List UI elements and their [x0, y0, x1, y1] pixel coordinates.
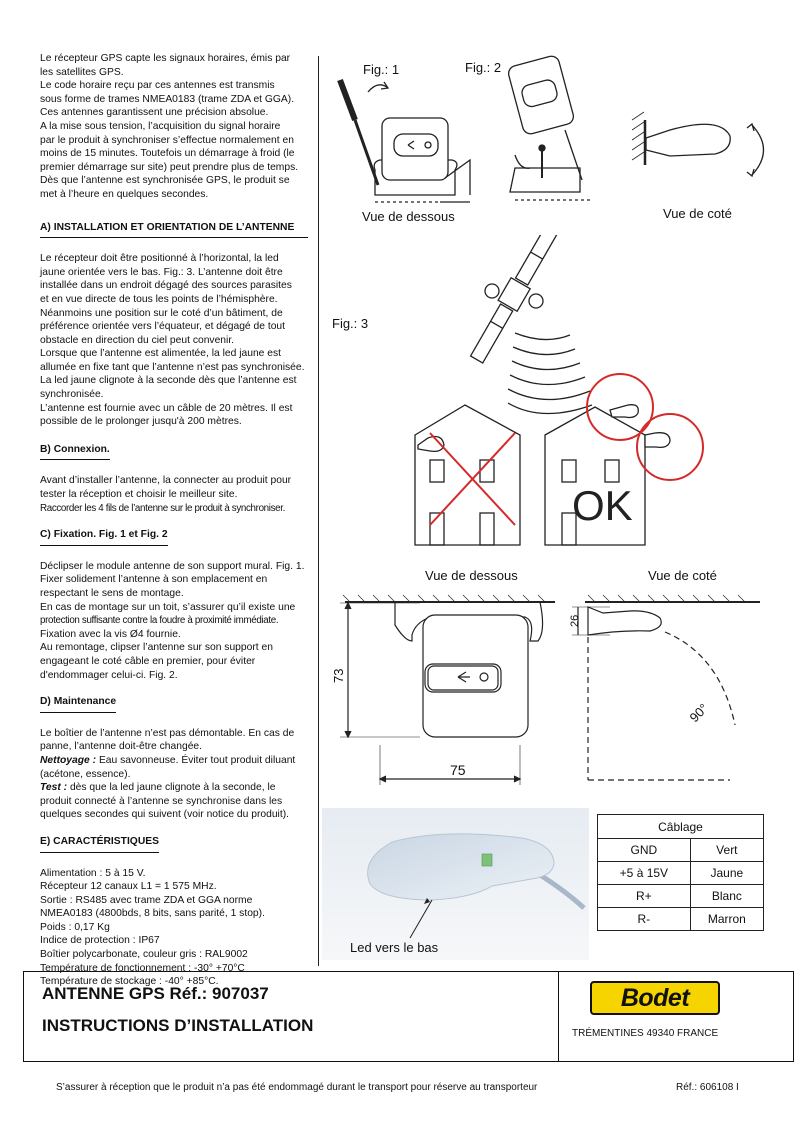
antenna-side-1: [646, 124, 730, 156]
document-title: INSTRUCTIONS D’INSTALLATION: [42, 1016, 314, 1035]
section-c-title: C) Fixation. Fig. 1 et Fig. 2: [40, 528, 168, 546]
test-label: Test :: [40, 782, 68, 794]
section-b-body: Avant d’installer l’antenne, la connecter au produit pour tester la réception et choisir le meilleur site. Raccorder les 4 fils de l’antenne sur le produit à synchroniser.: [40, 475, 292, 514]
side-view-caption: Vue de coté: [663, 206, 732, 221]
cleaning-label: Nettoyage :: [40, 754, 97, 766]
transport-note: S’assurer à réception que le produit n’a pas été endommagé durant le transport pour réserve au transporteur: [56, 1082, 538, 1093]
bodet-logo: [590, 981, 720, 1015]
fig1-label: Fig.: 1: [363, 62, 400, 77]
installation-figure: [330, 235, 808, 555]
antenna-roof: [610, 405, 638, 418]
antenna-front-view: [423, 615, 528, 737]
screwdriver-shaft: [355, 120, 378, 185]
section-a-body: Le récepteur doit être positionné à l’horizontal, la led jaune orientée vers le bas. Fig.: 3. L’antenne doit être installée dans un endroit dégagé des sources parasites et en vue directe de tous les points de l’hémisphère. Néanmoins une position sur le coté d’un bâtiment, de préférence orientée vers l’équateur, et dégagé de tout obstacle en direction du ciel peut convenir. Lorsque que l’antenne est alimentée, la led jaune est allumée en fixe tant que l’antenne n’est pas synchronisée. La led jaune clignote à la seconde dès que l’antenne est synchronisée. L’antenne est fournie avec un câble de 20 mètres. Il est possible de le prolonger jusqu'à 200 mètres.: [40, 253, 305, 428]
section-e-body: Alimentation : 5 à 15 V. Récepteur 12 canaux L1 = 1 575 MHz. Sortie : RS485 avec trame ZDA et GGA norme NMEA0183 (4800bds, 8 bits, sans parité, 1 stop). Poids : 0,17 Kg Indice de protection : IP67 Boîtier polycarbonate, couleur gris : RAL9002 Température de fonctionnement : -30° +70°C Température de stockage : -40° +85°C.: [40, 867, 265, 988]
fig2-label: Fig.: 2: [465, 60, 502, 75]
antenna-wall: [645, 433, 670, 448]
section-d-title: D) Maintenance: [40, 695, 116, 713]
antenna-body-2: [507, 54, 575, 135]
signal-wave: [515, 333, 570, 340]
led-indicator: [482, 854, 492, 866]
document-reference: Réf.: 606108 I: [676, 1082, 739, 1093]
bottom-view-caption-2: Vue de dessous: [425, 568, 518, 583]
mounting-figures: [320, 50, 800, 210]
product-title: ANTENNE GPS Réf.: 907037: [42, 984, 269, 1003]
column-divider: [318, 56, 319, 966]
dim-75: 75: [450, 762, 466, 778]
dim-26: 26: [569, 614, 581, 627]
table-row: R- Marron: [598, 908, 764, 931]
table-row: GND Vert: [598, 839, 764, 862]
antenna-side-2: [588, 607, 661, 635]
section-b-title: B) Connexion.: [40, 443, 110, 461]
section-d-body: Le boîtier de l’antenne n’est pas démontable. En cas de panne, l’antenne doit-être changée. Nettoyage : Eau savonneuse. Éviter tout produit diluant (acétone, essence). Test : dès que la led jaune clignote à la seconde, le produit connecté à l’antenne se synchronise dans les quelques secondes qui suivent (voir notice du produit).: [40, 727, 296, 821]
satellite-icon: [467, 235, 561, 365]
table-row: +5 à 15V Jaune: [598, 862, 764, 885]
led-caption: Led vers le bas: [350, 940, 439, 955]
intro-paragraph: Le récepteur GPS capte les signaux horaires, émis par les satellites GPS. Le code horaire reçu par ces antennes est transmis sous forme de trames NMEA0183 (trame ZDA et GGA). Ces antennes garantissent une précision absolue. A la mise sous tension, l’acquisition du signal horaire par le produit à synchroniser s’effectue normalement en moins de 15 minutes. Toutefois un démarrage à froid (le premier démarrage sur site) peut prendre plus de temps. Dès que l’antenne est synchronisée GPS, le produit se met à l’heure en quelques secondes.: [40, 53, 299, 200]
section-a-title: A) INSTALLATION ET ORIENTATION DE L’ANTENNE: [40, 221, 308, 239]
angle-90: 90°: [686, 700, 712, 726]
antenna-photo: [322, 808, 589, 960]
cabling-table: [597, 814, 764, 931]
section-e-title: E) CARACTÉRISTIQUES: [40, 835, 159, 853]
ok-label: OK: [572, 482, 633, 529]
instructions-column: [40, 52, 308, 989]
fig3-label: Fig.: 3: [332, 316, 369, 331]
dimension-drawings: [320, 585, 800, 790]
footer-divider: [558, 971, 559, 1062]
side-view-caption-2: Vue de coté: [648, 568, 717, 583]
cabling-title: Câblage: [598, 815, 764, 839]
table-row: R+ Blanc: [598, 885, 764, 908]
section-c-body: Déclipser le module antenne de son support mural. Fig. 1. Fixer solidement l’antenne à son emplacement en respectant le sens de montage. En cas de montage sur un toit, s’assurer qu’il existe une protection suffisante contre la foudre à proximité immédiate. Fixation avec la vis Ø4 fournie. Au remontage, clipser l’antenne sur son support en engageant le coté câble en premier, pour éviter d'endommager celui-ci. Fig. 2.: [40, 560, 305, 681]
tilt-arrow: [752, 125, 764, 175]
brand-name: Bodet: [620, 983, 690, 1012]
bottom-view-caption: Vue de dessous: [362, 209, 455, 224]
dim-73: 73: [331, 668, 346, 683]
mount-base-2: [510, 168, 580, 192]
company-address: TRÉMENTINES 49340 FRANCE: [572, 1028, 719, 1039]
